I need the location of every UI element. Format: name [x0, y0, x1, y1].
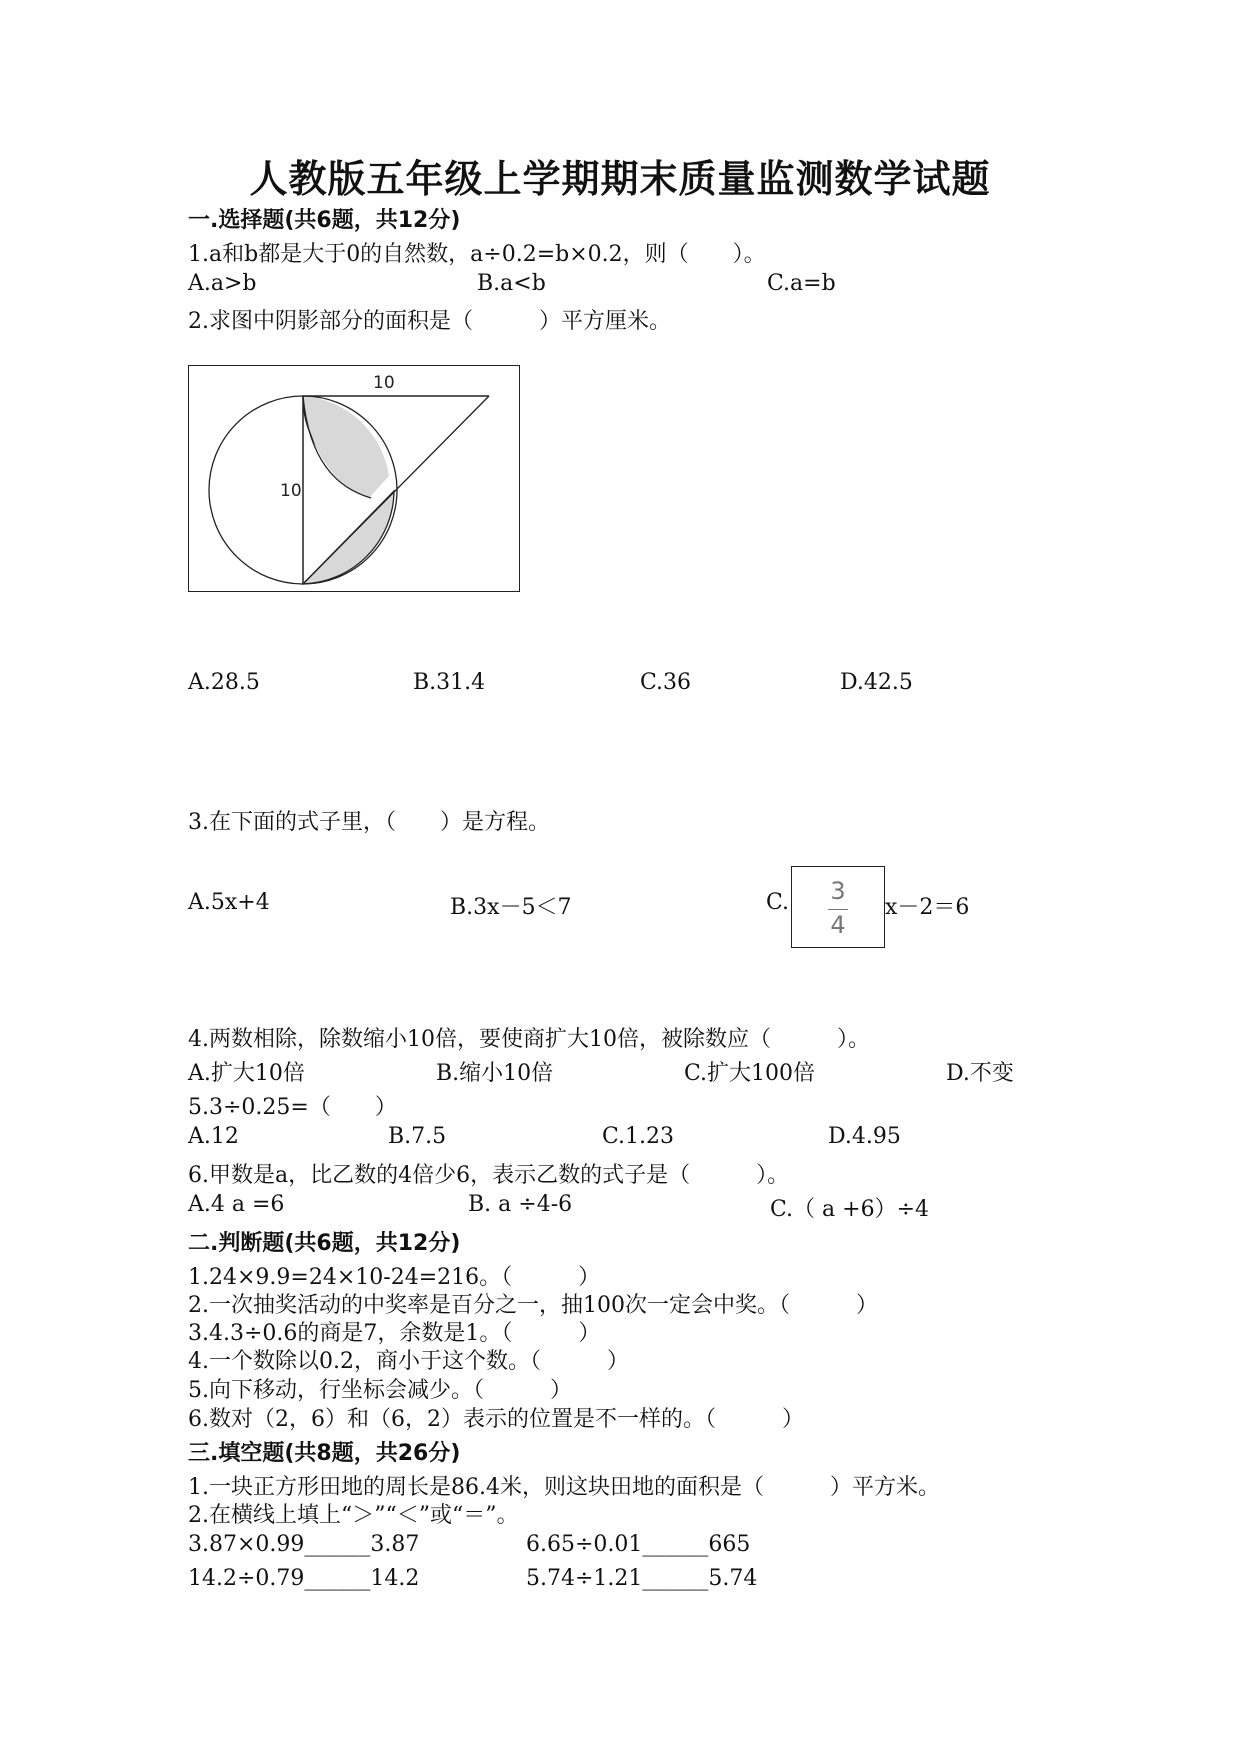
question-1-option-b: B.a<b — [477, 271, 546, 296]
question-2-option-d: D.42.5 — [840, 670, 913, 695]
judge-item: 6.数对（2，6）和（6，2）表示的位置是不一样的。（ ） — [188, 1407, 804, 1432]
question-6-option-b: B. a ÷4-6 — [468, 1192, 573, 1217]
question-2-stem: 2.求图中阴影部分的面积是（ ）平方厘米。 — [188, 309, 671, 334]
judge-item: 3.4.3÷0.6的商是7，余数是1。（ ） — [188, 1321, 601, 1346]
judge-item: 5.向下移动，行坐标会减少。（ ） — [188, 1378, 572, 1403]
question-1-option-c: C.a=b — [767, 271, 836, 296]
question-5-option-b: B.7.5 — [388, 1124, 447, 1149]
fraction-image-box — [791, 866, 885, 948]
question-1-stem: 1.a和b都是大于0的自然数，a÷0.2=b×0.2，则（ ）。 — [188, 242, 766, 267]
section-heading-judge: 二.判断题(共6题，共12分) — [188, 1231, 461, 1256]
question-4-option-d: D.不变 — [946, 1061, 1014, 1086]
fill-compare-3: 14.2÷0.79______14.2 — [188, 1566, 420, 1591]
question-2-option-c: C.36 — [640, 670, 692, 695]
circle-triangle-diagram — [189, 366, 519, 591]
fill-compare-4: 5.74÷1.21______5.74 — [526, 1566, 758, 1591]
fill-question-2: 2.在横线上填上“＞”“＜”或“＝”。 — [188, 1503, 519, 1528]
judge-item: 4.一个数除以0.2，商小于这个数。（ ） — [188, 1349, 629, 1374]
question-3-option-c-suffix: x－2＝6 — [885, 895, 970, 920]
question-4-option-c: C.扩大100倍 — [684, 1061, 816, 1086]
fraction-numerator: 3 — [830, 877, 846, 905]
question-3-option-b: B.3x－5＜7 — [450, 895, 572, 920]
fraction-bar — [828, 909, 848, 910]
question-6-stem: 6.甲数是a，比乙数的4倍少6，表示乙数的式子是（ ）。 — [188, 1163, 790, 1188]
question-5-option-d: D.4.95 — [828, 1124, 901, 1149]
question-4-option-a: A.扩大10倍 — [188, 1061, 305, 1086]
question-1-option-a: A.a>b — [188, 271, 257, 296]
shaded-region-upper-fill — [303, 396, 389, 498]
judge-item: 1.24×9.9=24×10-24=216。（ ） — [188, 1265, 601, 1290]
section-heading-choice: 一.选择题(共6题，共12分) — [188, 208, 461, 233]
geometry-figure — [188, 365, 520, 592]
question-4-stem: 4.两数相除，除数缩小10倍，要使商扩大10倍，被除数应（ ）。 — [188, 1027, 870, 1052]
question-6-option-a: A.4 a =6 — [188, 1192, 285, 1217]
question-4-option-b: B.缩小10倍 — [436, 1061, 554, 1086]
question-5-option-c: C.1.23 — [602, 1124, 675, 1149]
fill-compare-1: 3.87×0.99______3.87 — [188, 1532, 420, 1557]
page-title: 人教版五年级上学期期末质量监测数学试题 — [249, 157, 991, 201]
question-5-option-a: A.12 — [188, 1124, 239, 1149]
question-2-option-b: B.31.4 — [413, 670, 486, 695]
fraction-denominator: 4 — [830, 911, 846, 939]
section-heading-fill: 三.填空题(共8题，共26分) — [188, 1441, 461, 1466]
question-3-option-a: A.5x+4 — [188, 890, 270, 915]
question-3-stem: 3.在下面的式子里，（ ）是方程。 — [188, 810, 550, 835]
question-5-stem: 5.3÷0.25=（ ） — [188, 1095, 397, 1120]
question-6-option-c: C.（ a +6）÷4 — [770, 1197, 930, 1222]
question-3-option-c-prefix: C. — [766, 890, 790, 915]
side-length-label: 10 — [280, 481, 302, 501]
top-length-label: 10 — [373, 373, 395, 393]
judge-item: 2.一次抽奖活动的中奖率是百分之一，抽100次一定会中奖。（ ） — [188, 1293, 878, 1318]
question-2-option-a: A.28.5 — [188, 670, 260, 695]
fill-compare-2: 6.65÷0.01______665 — [526, 1532, 751, 1557]
fill-question-1: 1.一块正方形田地的周长是86.4米，则这块田地的面积是（ ）平方米。 — [188, 1475, 940, 1500]
